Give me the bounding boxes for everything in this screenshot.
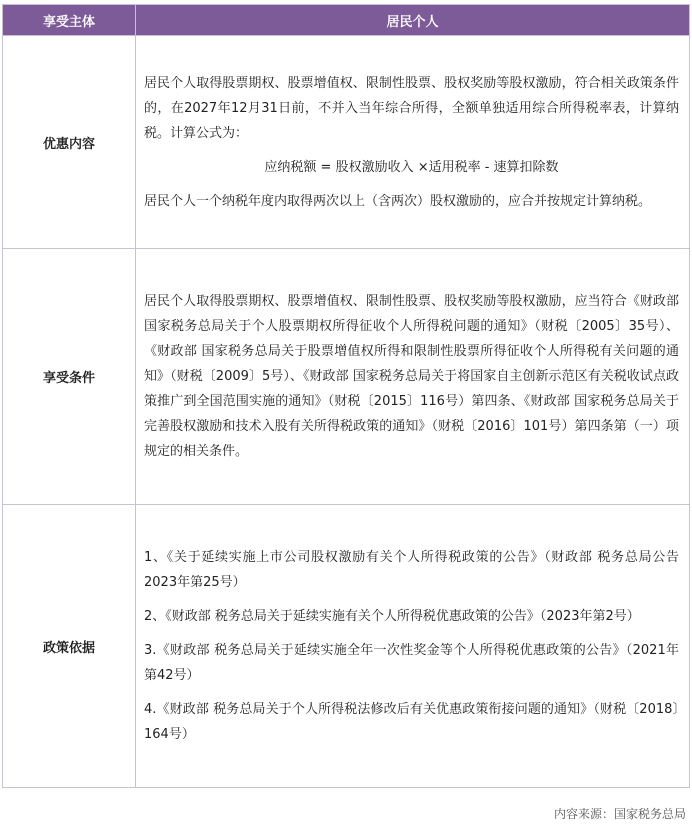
basis-item-4: 4.《财政部 税务总局关于个人所得税法修改后有关优惠政策衔接问题的通知》（财税〔2018〕164号） bbox=[144, 702, 679, 742]
conditions-label: 享受条件 bbox=[3, 249, 136, 505]
header-row bbox=[3, 5, 690, 36]
content-source: 内容来源：国家税务总局 bbox=[553, 807, 686, 821]
conditions-row bbox=[3, 249, 690, 505]
subject-label: 享受主体 bbox=[3, 5, 136, 36]
subject-value: 居民个人 bbox=[136, 5, 690, 36]
tax-formula: 应纳税额 = 股权激励收入 ×适用税率 - 速算扣除数 bbox=[264, 159, 559, 175]
conditions-text: 居民个人取得股票期权、股票增值权、限制性股票、股权奖励等股权激励，应当符合《财政部 国家税务总局关于个人股票期权所得征收个人所得税问题的通知》（财税〔2005〕35号）、《财政部 国家税务总局关于股票增值权所得和限制性股票所得征收个人所得税有关问题的通知》（财税〔2009〕5号）、《财政部 国家税务总局关于将国家自主创新示范区有关税收试点政策推广到全国范围实施的通知》（财税〔2015〕116号）第四条、《财政部 国家税务总局关于完善股权激励和技术入股有关所得税政策的通知》（财税〔2016〕101号）第四条第（一）项规定的相关条件。 bbox=[144, 294, 679, 459]
basis-item-3: 3.《财政部 税务总局关于延续实施全年一次性奖金等个人所得税优惠政策的公告》（2021年第42号） bbox=[144, 643, 679, 683]
benefit-content bbox=[136, 36, 690, 249]
basis-item-1: 1、《关于延续实施上市公司股权激励有关个人所得税政策的公告》（财政部 税务总局公告2023年第25号） bbox=[144, 550, 679, 590]
conditions-content bbox=[136, 249, 690, 505]
benefit-row bbox=[3, 36, 690, 249]
basis-item-2: 2、《财政部 税务总局关于延续实施有关个人所得税优惠政策的公告》（2023年第2号） bbox=[144, 609, 640, 624]
basis-content bbox=[136, 505, 690, 788]
benefit-paragraph-2: 居民个人一个纳税年度内取得两次以上（含两次）股权激励的，应合并按规定计算纳税。 bbox=[144, 193, 652, 209]
benefit-label: 优惠内容 bbox=[3, 36, 136, 249]
policy-table bbox=[2, 4, 690, 788]
benefit-paragraph: 居民个人取得股票期权、股票增值权、限制性股票、股权奖励等股权激励，符合相关政策条件的，在2027年12月31日前，不并入当年综合所得，全额单独适用综合所得税率表，计算纳税。计算公式为： bbox=[144, 75, 679, 141]
basis-label: 政策依据 bbox=[3, 505, 136, 788]
basis-row bbox=[3, 505, 690, 788]
